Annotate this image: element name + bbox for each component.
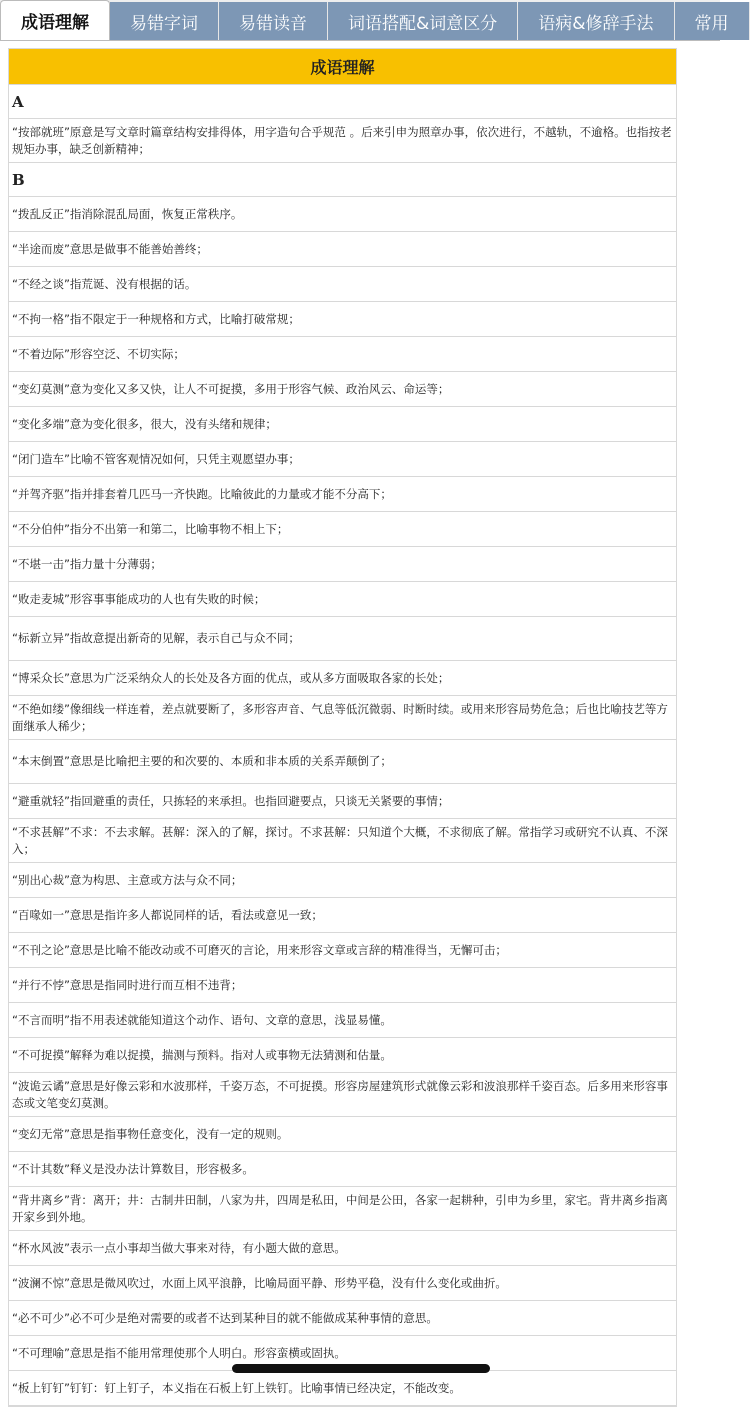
list-item: “不着边际”形容空泛、不切实际； xyxy=(9,337,676,372)
list-item: “不分伯仲”指分不出第一和第二，比喻事物不相上下； xyxy=(9,512,676,547)
list-item: “不拘一格”指不限定于一种规格和方式，比喻打破常规； xyxy=(9,302,676,337)
list-item: “不言而明”指不用表述就能知道这个动作、语句、文章的意思，浅显易懂。 xyxy=(9,1003,676,1038)
list-item: “杯水风波”表示一点小事却当做大事来对待，有小题大做的意思。 xyxy=(9,1231,676,1266)
idiom-table xyxy=(8,48,677,1407)
list-item: “拨乱反正”指消除混乱局面，恢复正常秩序。 xyxy=(9,197,676,232)
tab-confusable-characters[interactable]: 易错字词 xyxy=(110,2,219,40)
list-item: “不可捉摸”解释为难以捉摸，揣测与预料。指对人或事物无法猜测和估量。 xyxy=(9,1038,676,1073)
list-item: “本末倒置”意思是比喻把主要的和次要的、本质和非本质的关系弄颠倒了； xyxy=(9,740,676,784)
list-item: “不计其数”释义是没办法计算数目，形容极多。 xyxy=(9,1152,676,1187)
group-letter-b: B xyxy=(9,163,676,197)
list-item: “波诡云谲”意思是好像云彩和水波那样，千姿万态，不可捉摸。形容房屋建筑形式就像云彩和波浪那样千姿百态。后多用来形容事态或文笔变幻莫测。 xyxy=(9,1073,676,1117)
list-item: “半途而废”意思是做事不能善始善终； xyxy=(9,232,676,267)
list-item: “变幻无常”意思是指事物任意变化，没有一定的规则。 xyxy=(9,1117,676,1152)
list-item: “按部就班”原意是写文章时篇章结构安排得体，用字造句合乎规范 。后来引申为照章办事，依次进行，不越轨，不逾格。也指按老规矩办事，缺乏创新精神； xyxy=(9,119,676,163)
tab-common[interactable]: 常用 xyxy=(675,2,750,40)
tab-bar xyxy=(0,0,729,41)
list-item: “不可理喻”意思是指不能用常理使那个人明白。形容蛮横或固执。 xyxy=(9,1336,676,1371)
list-item: “博采众长”意思为广泛采纳众人的长处及各方面的优点，或从多方面吸取各家的长处； xyxy=(9,661,676,696)
list-item: “百喙如一”意思是指许多人都说同样的话，看法或意见一致； xyxy=(9,898,676,933)
tab-idiom-understanding[interactable]: 成语理解 xyxy=(0,0,110,40)
list-item: “板上钉钉”钉钉：钉上钉子，本义指在石板上钉上铁钉。比喻事情已经决定，不能改变。 xyxy=(9,1371,676,1406)
tab-confusable-pronunciation[interactable]: 易错读音 xyxy=(219,2,328,40)
home-indicator[interactable] xyxy=(232,1364,490,1373)
list-item: “变化多端”意为变化很多，很大，没有头绪和规律； xyxy=(9,407,676,442)
list-item: “不求甚解”不求：不去求解。甚解：深入的了解，探讨。不求甚解：只知道个大概，不求彻底了解。常指学习或研究不认真、不深入； xyxy=(9,819,676,863)
tab-word-collocation[interactable]: 词语搭配&词意区分 xyxy=(328,2,518,40)
list-item: “不经之谈”指荒诞、没有根据的话。 xyxy=(9,267,676,302)
list-item: “不刊之论”意思是比喻不能改动或不可磨灭的言论，用来形容文章或言辞的精准得当，无懈可击； xyxy=(9,933,676,968)
list-item: “别出心裁”意为构思、主意或方法与众不同； xyxy=(9,863,676,898)
list-item: “波澜不惊”意思是微风吹过，水面上风平浪静，比喻局面平静、形势平稳，没有什么变化或曲折。 xyxy=(9,1266,676,1301)
list-item: “变幻莫测”意为变化又多又快，让人不可捉摸，多用于形容气候、政治风云、命运等； xyxy=(9,372,676,407)
list-item: “背井离乡”背：离开；井：古制井田制，八家为井，四周是私田，中间是公田，各家一起耕种，引申为乡里，家宅。背井离乡指离开家乡到外地。 xyxy=(9,1187,676,1231)
list-item: “必不可少”必不可少是绝对需要的或者不达到某种目的就不能做成某种事情的意思。 xyxy=(9,1301,676,1336)
group-letter-a: A xyxy=(9,85,676,119)
list-item: “不绝如缕”像细线一样连着，差点就要断了，多形容声音、气息等低沉微弱、时断时续。或用来形容局势危急；后也比喻技艺等方面继承人稀少； xyxy=(9,696,676,740)
tab-grammar-rhetoric[interactable]: 语病&修辞手法 xyxy=(518,2,674,40)
list-item: “闭门造车”比喻不管客观情况如何，只凭主观愿望办事； xyxy=(9,442,676,477)
list-item: “并行不悖”意思是指同时进行而互相不违背； xyxy=(9,968,676,1003)
list-item: “并驾齐驱”指并排套着几匹马一齐快跑。比喻彼此的力量或才能不分高下； xyxy=(9,477,676,512)
list-item: “避重就轻”指回避重的责任，只拣轻的来承担。也指回避要点，只谈无关紧要的事情； xyxy=(9,784,676,819)
list-item: “不堪一击”指力量十分薄弱； xyxy=(9,547,676,582)
list-item: “标新立异”指故意提出新奇的见解，表示自己与众不同； xyxy=(9,617,676,661)
section-title: 成语理解 xyxy=(9,49,676,85)
list-item: “败走麦城”形容事事能成功的人也有失败的时候； xyxy=(9,582,676,617)
